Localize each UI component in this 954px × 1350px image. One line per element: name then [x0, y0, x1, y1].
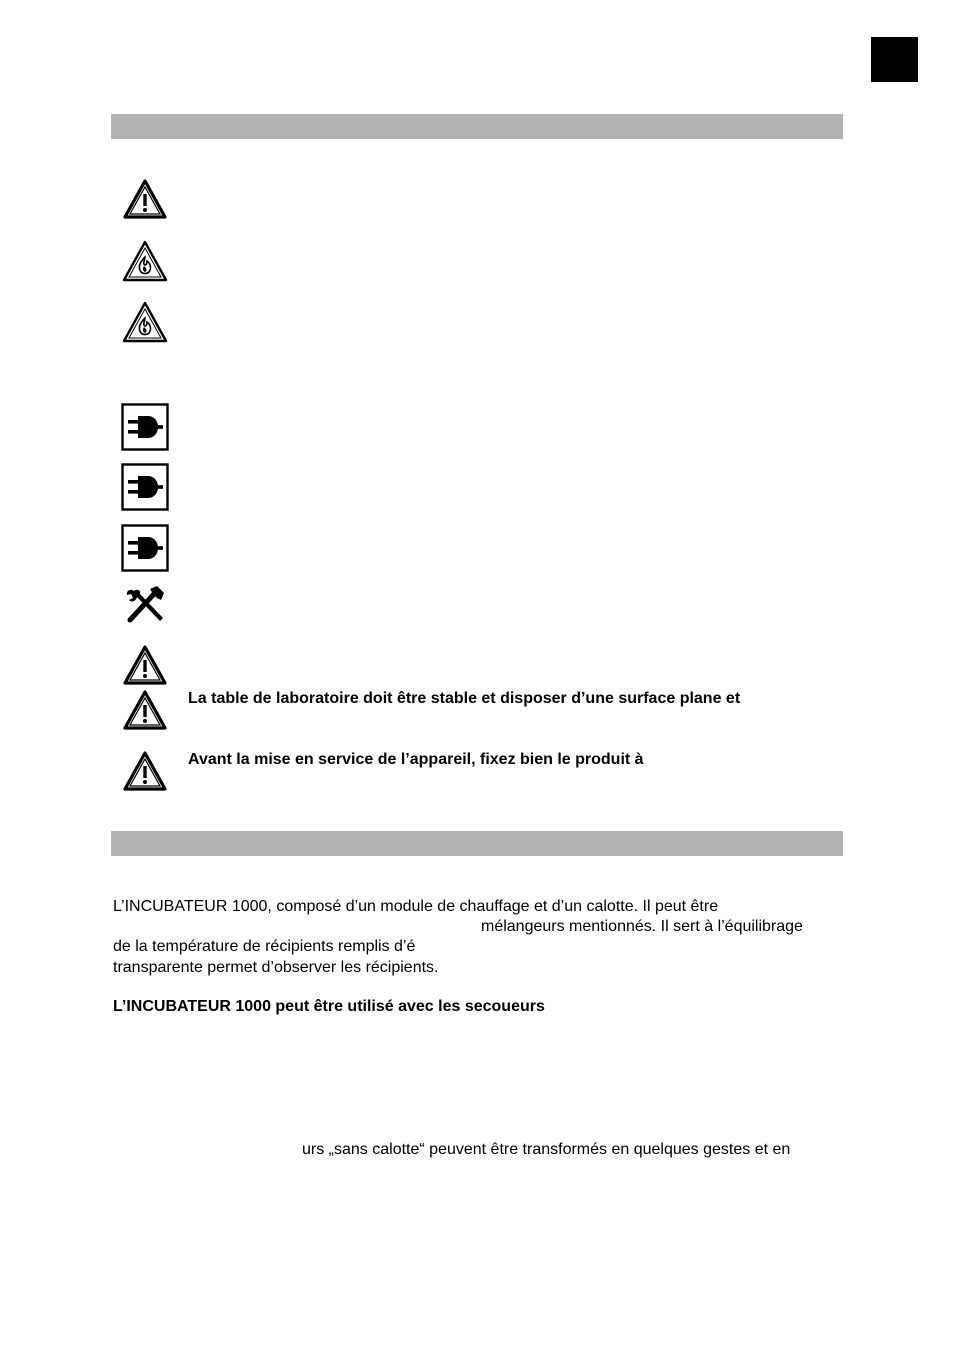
warning-triangle-icon — [123, 645, 167, 685]
warning-triangle-icon — [123, 751, 167, 791]
page-tab-marker — [871, 37, 918, 82]
power-plug-icon — [121, 463, 169, 511]
power-plug-icon — [121, 524, 169, 572]
safety-note-fix-product: Avant la mise en service de l’appareil, fixez bien le produit à — [188, 751, 644, 768]
section-header-bar-safety — [111, 114, 843, 139]
usage-bold-line: L’INCUBATEUR 1000 peut être utilisé avec les secoueurs — [113, 998, 545, 1015]
usage-text-line: urs „sans calotte“ peuvent être transformés en quelques gestes et en — [302, 1141, 791, 1158]
power-plug-icon — [121, 403, 169, 451]
warning-triangle-icon — [123, 179, 167, 219]
usage-text-line: transparente permet d’observer les récipients. — [113, 959, 439, 976]
flammable-warning-icon — [122, 240, 168, 282]
usage-text-line: mélangeurs mentionnés. Il sert à l’équilibrage — [481, 918, 803, 935]
usage-text-line: de la température de récipients remplis d’é — [113, 938, 416, 955]
usage-text-line: L’INCUBATEUR 1000, composé d’un module de chauffage et d’un calotte. Il peut être — [113, 898, 719, 915]
tools-icon — [124, 585, 168, 625]
safety-note-lab-table: La table de laboratoire doit être stable et disposer d’une surface plane et — [188, 690, 741, 707]
section-header-bar-usage — [111, 831, 843, 856]
warning-triangle-icon — [123, 690, 167, 730]
flammable-warning-icon — [122, 301, 168, 343]
